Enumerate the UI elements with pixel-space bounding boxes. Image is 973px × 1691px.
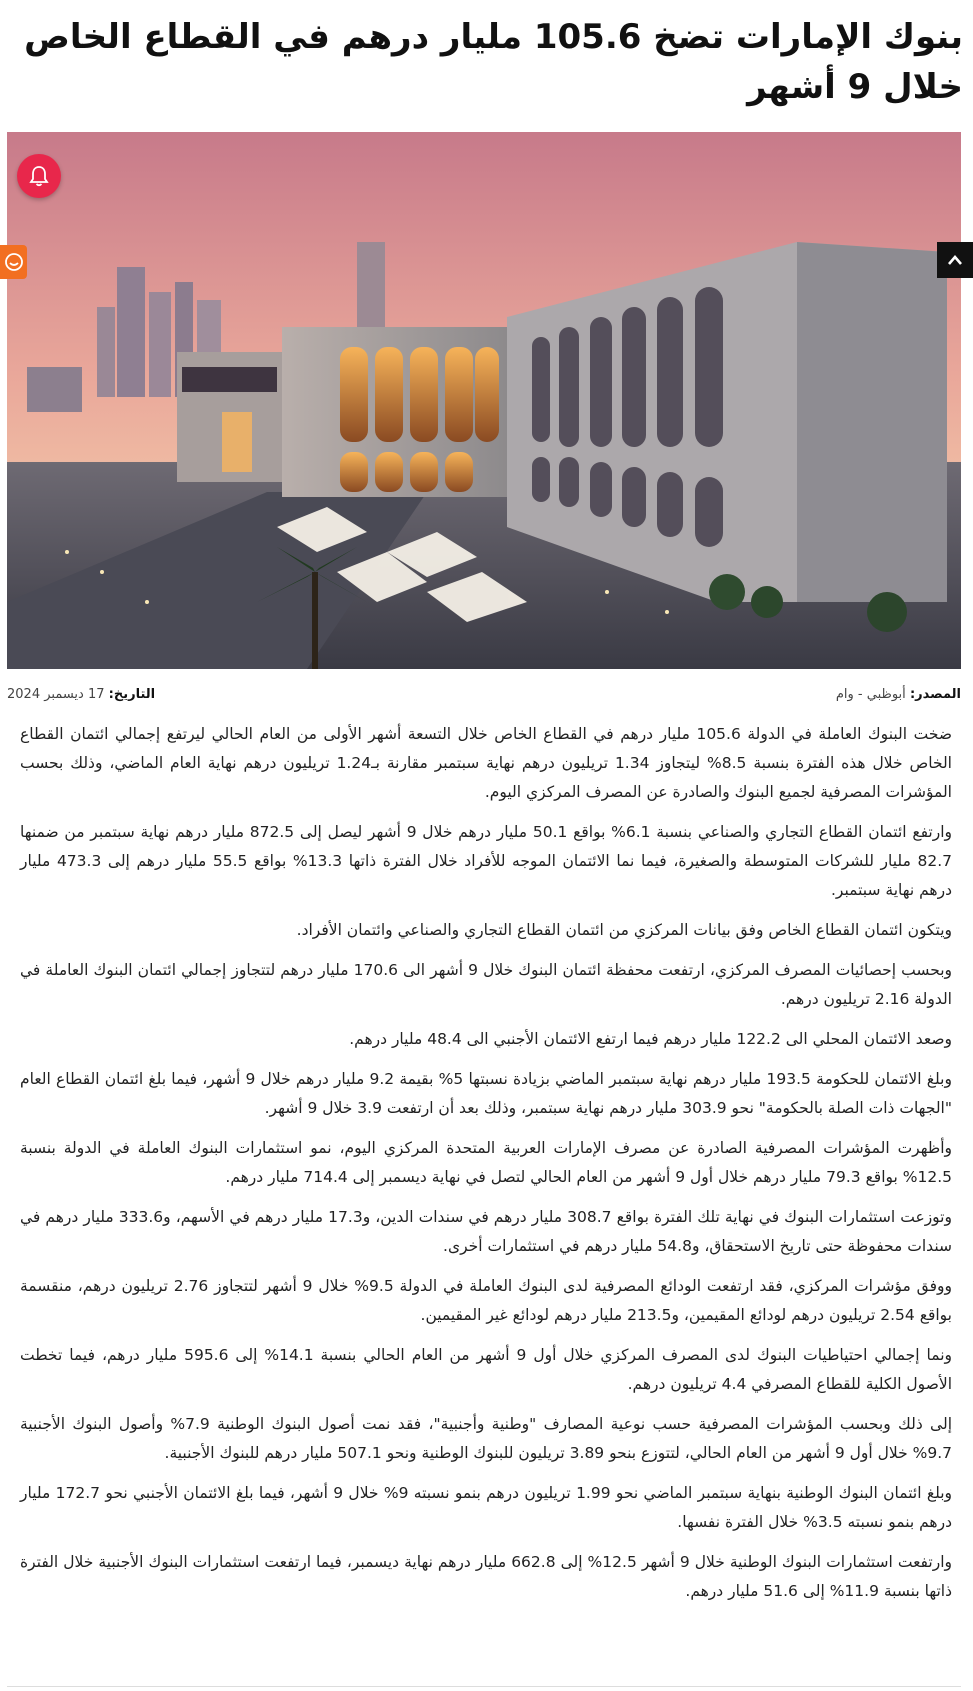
article-paragraph: ووفق مؤشرات المركزي، فقد ارتفعت الودائع المصرفية لدى البنوك العاملة في الدولة 9.5% خلال 9 أشهر لتتجاوز 2.76 تريليون درهم، منقسمة بواقع 2.54 تريليون درهم لودائع المقيمين، و213.5 مليار درهم لودائع غير المقيمين. <box>20 1277 952 1324</box>
article-paragraph: وارتفع ائتمان القطاع التجاري والصناعي بنسبة 6.1% بواقع 50.1 مليار درهم خلال 9 أشهر ليصل إلى 872.5 مليار درهم نهاية سبتمبر من ضمنها 82.7 مليار للشركات المتوسطة والصغيرة، فيما نما الائتمان الموجه للأفراد خلال الفترة ذاتها 13.3% بواقع 55.5 مليار درهم إلى 473.3 مليار درهم نهاية سبتمبر. <box>20 823 952 899</box>
article-body <box>20 720 952 1617</box>
article-paragraph: وبلغ الائتمان للحكومة 193.5 مليار درهم نهاية سبتمبر الماضي بزيادة نسبتها 5% بقيمة 9.2 مليار درهم خلال 9 أشهر، فيما بلغ ائتمان القطاع العام "الجهات ذات الصلة بالحكومة" نحو 303.9 مليار درهم نهاية سبتمبر، وذلك بعد أن ارتفعت 3.9 خلال 9 أشهر. <box>20 1070 952 1117</box>
chevron-up-icon <box>947 254 963 266</box>
hero-image <box>7 132 961 669</box>
article-paragraph: وأظهرت المؤشرات المصرفية الصادرة عن مصرف الإمارات العربية المتحدة المركزي اليوم، نمو استثمارات البنوك العاملة في الدولة بنسبة 12.5% بواقع 79.3 مليار درهم خلال أول 9 أشهر من العام الحالي لتصل في نهاية ديسمبر إلى 714.4 مليار درهم. <box>20 1139 952 1186</box>
divider <box>7 1686 961 1687</box>
article-paragraph: ضخت البنوك العاملة في الدولة 105.6 مليار درهم في القطاع الخاص خلال التسعة أشهر الأولى من العام الحالي ليرتفع إجمالي ائتمان القطاع الخاص خلال هذه الفترة بنسبة 8.5% ليتجاوز 1.34 تريليون درهم نهاية سبتمبر مقارنة بـ1.24 تريليون درهم نهاية العام الماضي، وذلك بحسب المؤشرات المصرفية لجميع البنوك والصادرة عن المصرف المركزي اليوم. <box>20 725 952 801</box>
date-label: التاريخ: <box>108 687 156 702</box>
article-headline: بنوك الإمارات تضخ 105.6 مليار درهم في القطاع الخاص خلال 9 أشهر <box>24 17 963 107</box>
article-meta <box>7 685 961 707</box>
notification-button[interactable] <box>17 154 61 198</box>
date-value: 17 ديسمبر 2024 <box>7 687 105 702</box>
article-source <box>836 687 961 702</box>
hero-illustration <box>7 132 961 669</box>
bell-icon <box>29 165 49 187</box>
face-icon <box>4 252 24 272</box>
article-paragraph: وارتفعت استثمارات البنوك الوطنية خلال 9 أشهر 12.5% إلى 662.8 مليار درهم نهاية ديسمبر، فيما ارتفعت استثمارات البنوك الأجنبية خلال الفترة ذاتها بنسبة 11.9% إلى 51.6 مليار درهم. <box>20 1553 952 1600</box>
article-paragraph: ونما إجمالي احتياطيات البنوك لدى المصرف المركزي خلال أول 9 أشهر من العام الحالي بنسبة 14.1% إلى 595.6 مليار درهم، فيما تخطت الأصول الكلية للقطاع المصرفي 4.4 تريليون درهم. <box>20 1346 953 1393</box>
article-date <box>7 687 155 702</box>
article-paragraph: وبحسب إحصائيات المصرف المركزي، ارتفعت محفظة ائتمان البنوك خلال 9 أشهر الى 170.6 مليار درهم لتتجاوز إجمالي ائتمان البنوك العاملة في الدولة 2.16 تريليون درهم. <box>20 961 952 1008</box>
article-paragraph: وتوزعت استثمارات البنوك في نهاية تلك الفترة بواقع 308.7 مليار درهم في سندات الدين، و17.3 مليار درهم في الأسهم، و333.6 مليار درهم في سندات محفوظة حتى تاريخ الاستحقاق، و54.8 مليار درهم في استثمارات أخرى. <box>20 1208 952 1255</box>
side-feedback-tab[interactable] <box>0 245 27 279</box>
article-paragraph: وبلغ ائتمان البنوك الوطنية بنهاية سبتمبر الماضي نحو 1.99 تريليون درهم بنمو نسبته 9% خلال 9 أشهر، فيما بلغ الائتمان الأجنبي نحو 172.7 مليار درهم بنمو نسبته 3.5% خلال الفترة نفسها. <box>20 1484 952 1531</box>
source-value: أبوظبي - وام <box>835 687 906 702</box>
article-paragraph: إلى ذلك وبحسب المؤشرات المصرفية حسب نوعية المصارف "وطنية وأجنبية"، فقد نمت أصول البنوك الوطنية 7.9% وأصول البنوك الأجنبية 9.7% خلال أول 9 أشهر من العام الحالي، لتتوزع بنحو 3.89 تريليون للبنوك الوطنية ونحو 507.1 مليار درهم للبنوك الأجنبية. <box>20 1415 953 1462</box>
article-paragraph: وصعد الائتمان المحلي الى 122.2 مليار درهم فيما ارتفع الائتمان الأجنبي الى 48.4 مليار درهم. <box>349 1030 952 1048</box>
source-label: المصدر: <box>909 687 961 702</box>
article-paragraph: ويتكون ائتمان القطاع الخاص وفق بيانات المركزي من ائتمان القطاع التجاري والصناعي وائتمان الأفراد. <box>296 921 952 939</box>
scroll-top-button[interactable] <box>937 242 973 278</box>
